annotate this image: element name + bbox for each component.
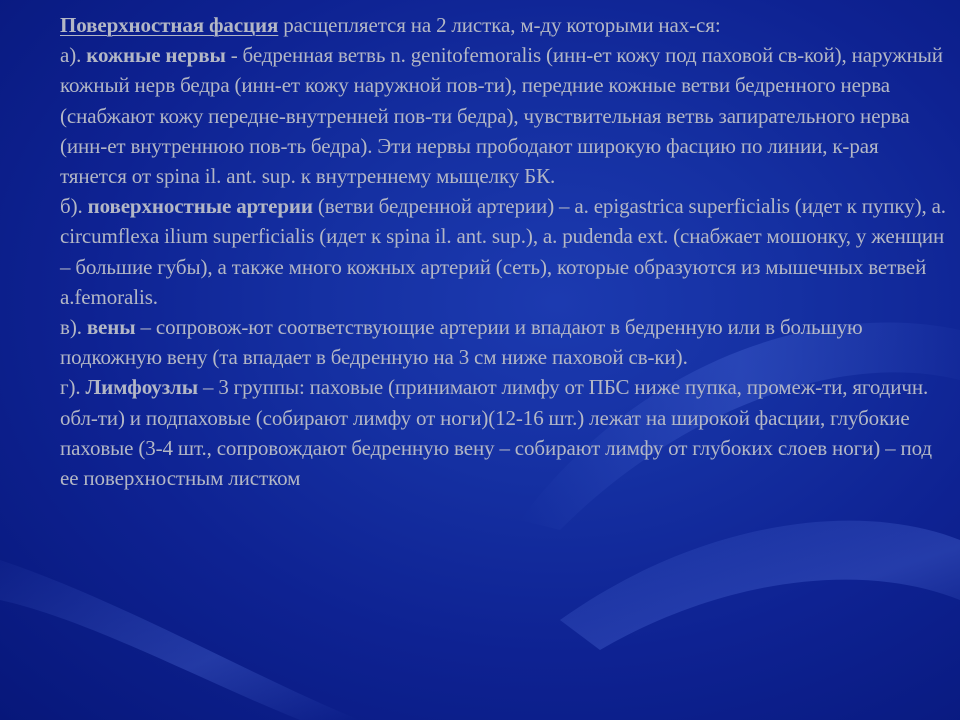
section-d-paragraph [60,372,950,493]
section-a-paragraph [60,40,950,191]
section-c-prefix: в). [60,315,87,340]
swoosh-arc-left [0,560,360,720]
section-a-text: - бедренная ветвь n. genitofemoralis (инн-ет кожу под паховой св-кой), наружный кожный нерв бедра (инн-ет кожу наружной пов-ти), передние кожные ветви бедренного нерва (снабжают кожу передне-внутренней пов-ти бедра), чувствительная ветвь запирательного нерва (инн-ет внутреннюю пов-ть бедра). Эти нервы прободают широкую фасцию по линии, к-рая тянется от spina il. ant. sup. к внутреннему мыщелку БК. [60,43,943,189]
section-a-term: кожные нервы [86,43,226,68]
section-a-prefix: а). [60,43,87,68]
section-b-prefix: б). [60,194,88,219]
intro-text: расщепляется на 2 листка, м-ду которыми нах-ся: [278,13,721,37]
section-b-term: поверхностные артерии [87,194,313,219]
intro-paragraph [60,10,950,40]
swoosh-arc-lower [560,521,960,650]
section-b-text: (ветви бедренной артерии) – a. epigastrica superficialis (идет к пупку), a. circumflexa ilium superficialis (идет к spina il. ant. sup.), a. pudenda ext. (снабжает мошонку, у женщин – большие губы), а также много кожных артерий (сеть), которые образуются из мышечных ветвей a.femoralis. [60,194,946,309]
section-b-paragraph [60,191,950,312]
fascia-term: Поверхностная фасция [60,13,279,37]
section-c-paragraph [60,312,950,372]
section-c-text: – сопровож-ют соответствующие артерии и впадают в бедренную или в большую подкожную вену (та впадает в бедренную на 3 см ниже паховой св-ки). [60,315,863,370]
section-d-text: – 3 группы: паховые (принимают лимфу от ПБС ниже пупка, промеж-ти, ягодичн. обл-ти) и подпаховые (собирают лимфу от ноги)(12-16 шт.) лежат на широкой фасции, глубокие паховые (3-4 шт., сопровождают бедренную вену – собирают лимфу от глубоких слоев ноги) – под ее поверхностным листком [60,375,932,491]
section-c-term: вены [86,315,136,340]
section-d-prefix: г). [60,375,86,400]
section-d-term: Лимфоузлы [85,375,199,400]
slide-text [60,10,950,493]
